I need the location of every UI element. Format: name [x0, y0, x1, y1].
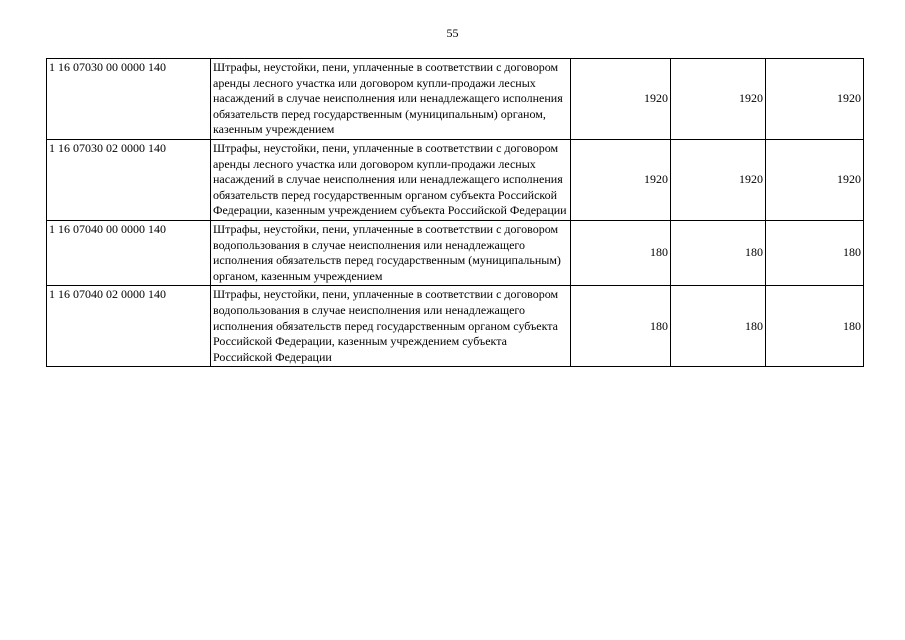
revenue-description-cell: Штрафы, неустойки, пени, уплаченные в соответствии с договором водопользования в случае неисполнения или ненадлежащего исполнения обязательств перед государственным (муниципальным) органом, казенным учреждением: [211, 220, 571, 285]
amount-cell-year-2: 1920: [671, 139, 766, 220]
amount-cell-year-2: 1920: [671, 59, 766, 140]
amount-cell-year-1: 180: [571, 286, 671, 367]
revenue-code-cell: 1 16 07040 02 0000 140: [47, 286, 211, 367]
amount-cell-year-1: 1920: [571, 139, 671, 220]
amount-cell-year-3: 180: [766, 220, 864, 285]
revenue-code-cell: 1 16 07030 00 0000 140: [47, 59, 211, 140]
amount-cell-year-1: 180: [571, 220, 671, 285]
revenue-description-cell: Штрафы, неустойки, пени, уплаченные в соответствии с договором аренды лесного участка или договором купли-продажи лесных насаждений в случае неисполнения или ненадлежащего исполнения обязательств перед государственным (муниципальным) органом, казенным учреждением: [211, 59, 571, 140]
table-row: [47, 59, 864, 140]
amount-cell-year-2: 180: [671, 286, 766, 367]
table-row: [47, 139, 864, 220]
revenue-description-cell: Штрафы, неустойки, пени, уплаченные в соответствии с договором аренды лесного участка или договором купли-продажи лесных насаждений в случае неисполнения или ненадлежащего исполнения обязательств перед государственным органом субъекта Российской Федерации, казенным учреждением субъекта Российской Федерации: [211, 139, 571, 220]
revenue-description-cell: Штрафы, неустойки, пени, уплаченные в соответствии с договором водопользования в случае неисполнения или ненадлежащего исполнения обязательств перед государственным органом субъекта Российской Федерации, казенным учреждением субъекта Российской Федерации: [211, 286, 571, 367]
revenue-code-cell: 1 16 07040 00 0000 140: [47, 220, 211, 285]
table-row: [47, 286, 864, 367]
page-number: 55: [446, 26, 459, 40]
amount-cell-year-3: 180: [766, 286, 864, 367]
amount-cell-year-2: 180: [671, 220, 766, 285]
amount-cell-year-1: 1920: [571, 59, 671, 140]
amount-cell-year-3: 1920: [766, 59, 864, 140]
revenue-code-cell: 1 16 07030 02 0000 140: [47, 139, 211, 220]
amount-cell-year-3: 1920: [766, 139, 864, 220]
budget-revenue-table: [46, 58, 864, 367]
table-row: [47, 220, 864, 285]
